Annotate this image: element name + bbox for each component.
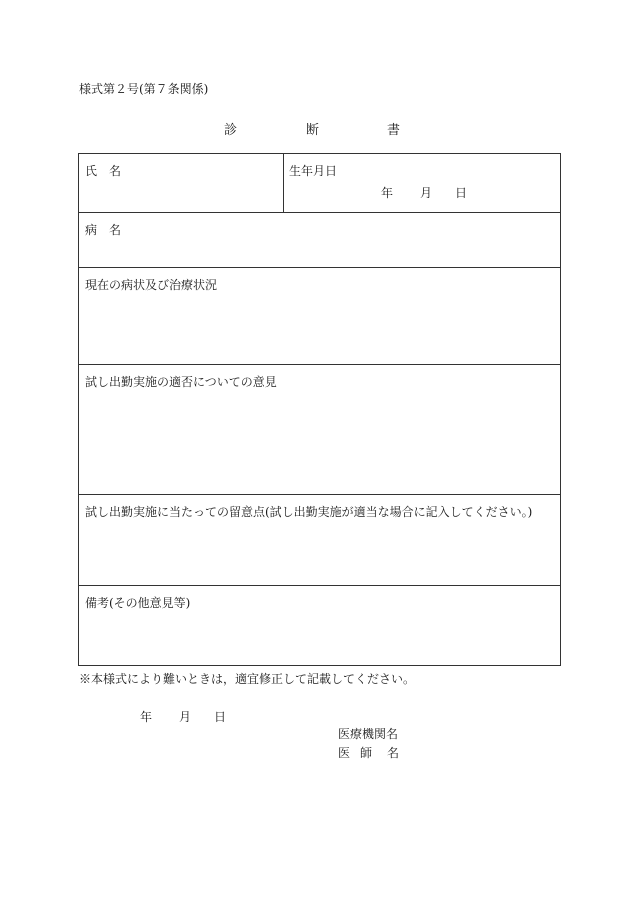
form-number: 様式第２号(第７条関係) <box>79 82 209 96</box>
suitability-opinion-cell[interactable] <box>79 365 560 494</box>
suitability-opinion-label: 試し出勤実施の適否についての意見 <box>85 375 277 389</box>
document-title-char-3: 書 <box>387 123 401 138</box>
name-label-char-1: 氏 <box>85 164 98 178</box>
current-condition-label: 現在の病状及び治療状況 <box>85 278 218 292</box>
name-label-char-2: 名 <box>109 164 122 178</box>
date-month-label: 月 <box>179 710 192 724</box>
name-cell[interactable] <box>79 154 283 212</box>
footnote: ※本様式により難いときは，適宜修正して記載してください。 <box>79 672 416 686</box>
doctor-label-char-2: 師 <box>360 746 373 760</box>
document-title-char-1: 診 <box>224 123 238 138</box>
doctor-label-char-3: 名 <box>387 746 400 760</box>
disease-label-char-1: 病 <box>85 223 98 237</box>
birthdate-cell[interactable] <box>284 154 561 212</box>
disease-name-cell[interactable] <box>79 213 560 267</box>
birth-year-label: 年 <box>381 186 394 200</box>
remarks-cell[interactable] <box>79 586 560 666</box>
medical-institution-label: 医療機関名 <box>338 727 399 741</box>
birthdate-label: 生年月日 <box>289 164 338 178</box>
date-year-label: 年 <box>140 710 153 724</box>
doctor-label-char-1: 医 <box>338 746 351 760</box>
disease-label-char-2: 名 <box>109 223 122 237</box>
birth-month-label: 月 <box>420 186 433 200</box>
birth-day-label: 日 <box>455 186 468 200</box>
notes-label: 試し出勤実施に当たっての留意点(試し出勤実施が適当な場合に記入してください。) <box>85 505 533 519</box>
document-title-char-2: 断 <box>306 123 320 138</box>
notes-cell[interactable] <box>79 495 560 585</box>
current-condition-cell[interactable] <box>79 268 560 364</box>
remarks-label: 備考(その他意見等) <box>85 596 191 610</box>
diagnosis-form-table <box>78 153 561 666</box>
date-day-label: 日 <box>214 710 227 724</box>
